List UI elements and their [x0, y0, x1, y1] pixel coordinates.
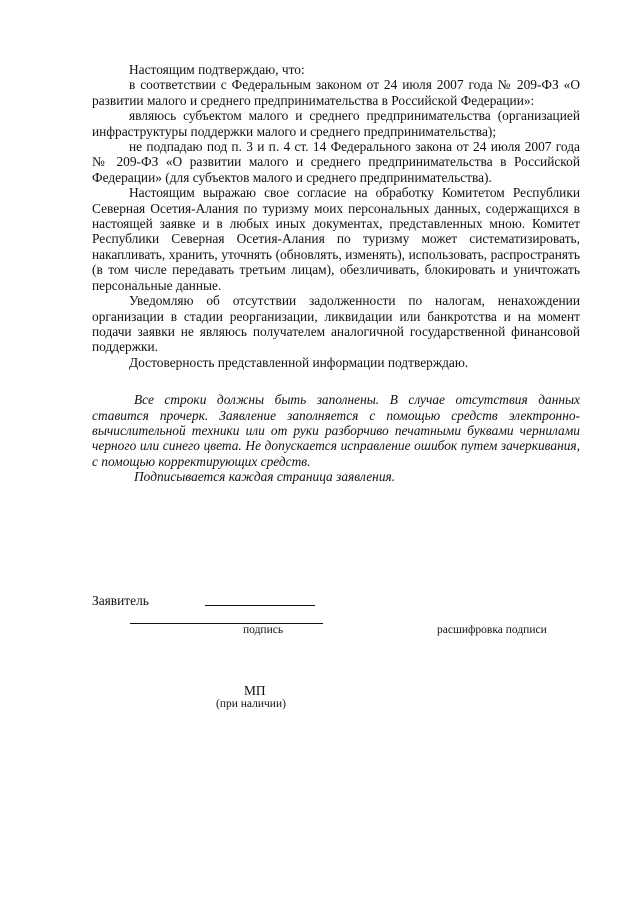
accuracy-confirmation: Достоверность представленной информации подтверждаю.	[129, 354, 469, 370]
applicant-signature-line[interactable]	[205, 605, 315, 606]
decoding-caption: расшифровка подписи	[437, 624, 547, 636]
exclusion-paragraph: не подпадаю под п. 3 и п. 4 ст. 14 Федерального закона от 24 июля 2007 года № 209-ФЗ «О развитии малого и среднего предпринимательства в Российской Федерации» (для субъектов малого и среднего предпринимательства).	[92, 139, 580, 185]
sign-each-page-note: Подписывается каждая страница заявления.	[134, 469, 396, 485]
law-reference-paragraph: в соответствии с Федеральным законом от 24 июля 2007 года № 209-ФЗ «О развитии малого и среднего предпринимательства в Российской Федерации»:	[92, 77, 580, 108]
filling-instructions-note: Все строки должны быть заполнены. В случае отсутствия данных ставится прочерк. Заявление заполняется с помощью средств электронно-вычислительной техники или от руки разборчиво печатными буквами чернилами черного или синего цвета. Не допускается исправление ошибок путем зачеркивания, с помощью корректирующих средств.	[92, 392, 580, 469]
sme-status-paragraph: являюсь субъектом малого и среднего предпринимательства (организацией инфраструктуры поддержки малого и среднего предпринимательства);	[92, 108, 580, 139]
signature-caption: подпись	[243, 624, 284, 636]
signature-decoding-line[interactable]	[130, 623, 323, 624]
no-debt-notice-paragraph: Уведомляю об отсутствии задолженности по налогам, ненахождении организации в стадии реорганизации, ликвидации или банкротства и на момент подачи заявки не являюсь получателем аналогичной государственной финансовой поддержки.	[92, 293, 580, 355]
declaration-body	[92, 62, 580, 485]
personal-data-consent-paragraph: Настоящим выражаю свое согласие на обработку Комитетом Республики Северная Осетия-Алания по туризму моих персональных данных, содержащихся в настоящей заявке и в любых иных документах, представленных мною. Комитет Республики Северная Осетия-Алания по туризму может систематизировать, накапливать, хранить, уточнять (обновлять, изменять), использовать, распространять (в том числе передавать третьим лицам), обезличивать, блокировать и уничтожать персональные данные.	[92, 185, 580, 293]
applicant-label: Заявитель	[92, 593, 149, 608]
intro-text: Настоящим подтверждаю, что:	[129, 62, 305, 77]
stamp-label: МП	[244, 683, 266, 698]
stamp-note: (при наличии)	[216, 698, 286, 710]
